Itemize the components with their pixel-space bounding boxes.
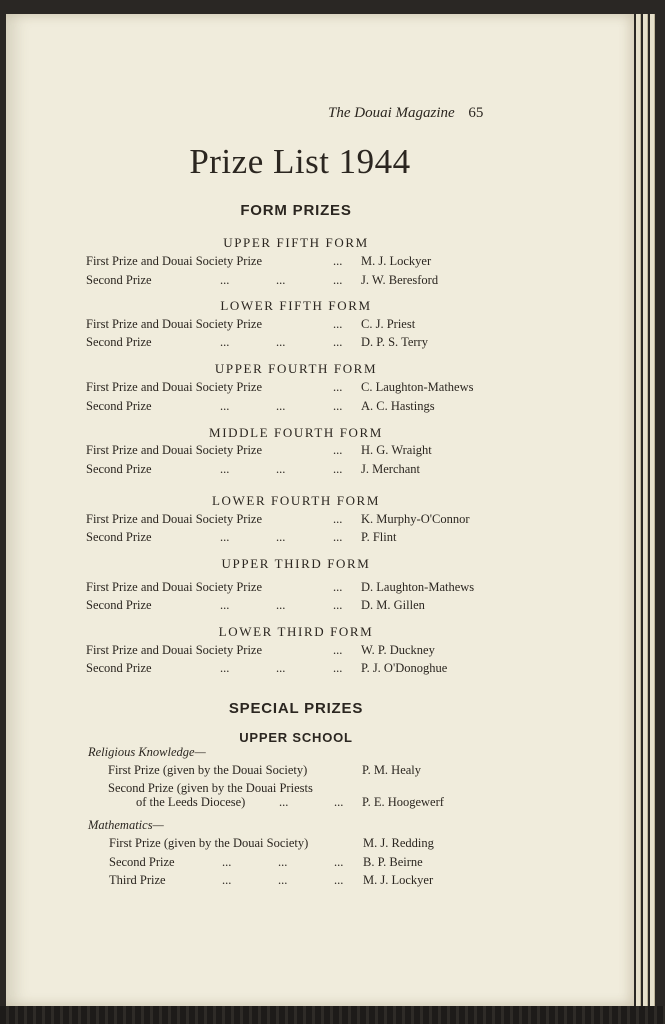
winner-name: P. E. Hoogewerf	[362, 795, 444, 809]
prize-label: Second Prize	[86, 273, 152, 287]
winner-name: W. P. Duckney	[361, 643, 435, 657]
prize-label: Second Prize (given by the Douai Priests	[108, 781, 313, 795]
winner-name: A. C. Hastings	[361, 399, 435, 413]
winner-name: M. J. Redding	[363, 836, 434, 850]
prize-label: First Prize (given by the Douai Society)	[109, 836, 309, 850]
leader-dots: ...	[334, 873, 344, 887]
leader-dots: ...	[220, 598, 230, 612]
leader-dots: ...	[333, 530, 343, 544]
prize-label: First Prize (given by the Douai Society)	[108, 763, 308, 777]
leader-dots: ...	[276, 661, 286, 675]
leader-dots: ...	[278, 855, 288, 869]
leader-dots: ...	[333, 462, 343, 476]
leader-dots: ...	[278, 873, 288, 887]
leader-dots: ...	[333, 254, 343, 268]
leader-dots: ...	[333, 598, 343, 612]
leader-dots: ...	[220, 661, 230, 675]
leader-dots: ...	[220, 273, 230, 287]
prize-label: Second Prize	[86, 462, 152, 476]
winner-name: K. Murphy-O'Connor	[361, 512, 470, 526]
form-heading: UPPER THIRD FORM	[221, 556, 371, 571]
prize-label: First Prize and Douai Society Prize	[86, 580, 263, 594]
form-prizes-heading: FORM PRIZES	[240, 202, 352, 219]
winner-name: C. J. Priest	[361, 317, 416, 331]
leader-dots: ...	[220, 462, 230, 476]
form-heading: UPPER FOURTH FORM	[214, 361, 378, 376]
leader-dots: ...	[222, 855, 232, 869]
category-label: Mathematics—	[88, 818, 164, 832]
prize-label: Second Prize	[86, 335, 152, 349]
leader-dots: ...	[333, 512, 343, 526]
prize-label: Second Prize	[86, 598, 152, 612]
leader-dots: ...	[276, 530, 286, 544]
running-head	[328, 105, 483, 122]
prize-label: Second Prize	[86, 530, 152, 544]
prize-label: First Prize and Douai Society Prize	[86, 317, 263, 331]
prize-label: First Prize and Douai Society Prize	[86, 443, 263, 457]
winner-name: J. W. Beresford	[361, 273, 439, 287]
binding-edge	[0, 1006, 665, 1024]
prize-label: First Prize and Douai Society Prize	[86, 380, 263, 394]
page-edge	[636, 14, 641, 1006]
leader-dots: ...	[333, 335, 343, 349]
magazine-title: The Douai Magazine	[328, 105, 455, 121]
leader-dots: ...	[276, 399, 286, 413]
prize-label: of the Leeds Diocese)	[136, 795, 246, 809]
page-title: Prize List 1944	[189, 142, 411, 181]
leader-dots: ...	[222, 873, 232, 887]
leader-dots: ...	[334, 855, 344, 869]
winner-name: J. Merchant	[361, 462, 421, 476]
form-heading: UPPER FIFTH FORM	[223, 235, 369, 250]
leader-dots: ...	[333, 643, 343, 657]
prize-label: Second Prize	[86, 661, 152, 675]
leader-dots: ...	[220, 399, 230, 413]
winner-name: M. J. Lockyer	[363, 873, 434, 887]
leader-dots: ...	[333, 273, 343, 287]
leader-dots: ...	[333, 399, 343, 413]
leader-dots: ...	[276, 335, 286, 349]
leader-dots: ...	[333, 661, 343, 675]
page-edge	[643, 14, 648, 1006]
leader-dots: ...	[276, 273, 286, 287]
prize-label: First Prize and Douai Society Prize	[86, 254, 263, 268]
leader-dots: ...	[333, 580, 343, 594]
winner-name: M. J. Lockyer	[361, 254, 432, 268]
winner-name: P. Flint	[361, 530, 397, 544]
form-heading: LOWER THIRD FORM	[218, 624, 374, 639]
prize-label: Second Prize	[86, 399, 152, 413]
leader-dots: ...	[279, 795, 289, 809]
special-prizes-heading: SPECIAL PRIZES	[228, 700, 364, 717]
page-number: 65	[468, 105, 484, 121]
winner-name: D. Laughton-Mathews	[361, 580, 475, 594]
prize-label: Second Prize	[109, 855, 175, 869]
winner-name: P. J. O'Donoghue	[361, 661, 448, 675]
leader-dots: ...	[220, 335, 230, 349]
winner-name: D. P. S. Terry	[361, 335, 428, 349]
prize-label: Third Prize	[109, 873, 166, 887]
leader-dots: ...	[276, 462, 286, 476]
form-heading: MIDDLE FOURTH FORM	[209, 425, 383, 440]
leader-dots: ...	[333, 380, 343, 394]
leader-dots: ...	[334, 795, 344, 809]
page-edge	[650, 14, 655, 1006]
winner-name: P. M. Healy	[362, 763, 422, 777]
upper-school-heading: UPPER SCHOOL	[239, 730, 353, 745]
prize-label: First Prize and Douai Society Prize	[86, 512, 263, 526]
winner-name: D. M. Gillen	[361, 598, 425, 612]
leader-dots: ...	[220, 530, 230, 544]
prize-label: First Prize and Douai Society Prize	[86, 643, 263, 657]
leader-dots: ...	[333, 317, 343, 331]
form-heading: LOWER FIFTH FORM	[220, 298, 372, 313]
leader-dots: ...	[276, 598, 286, 612]
form-heading: LOWER FOURTH FORM	[212, 493, 380, 508]
winner-name: B. P. Beirne	[363, 855, 423, 869]
leader-dots: ...	[333, 443, 343, 457]
winner-name: C. Laughton-Mathews	[361, 380, 474, 394]
winner-name: H. G. Wraight	[361, 443, 432, 457]
category-label: Religious Knowledge—	[88, 745, 206, 759]
